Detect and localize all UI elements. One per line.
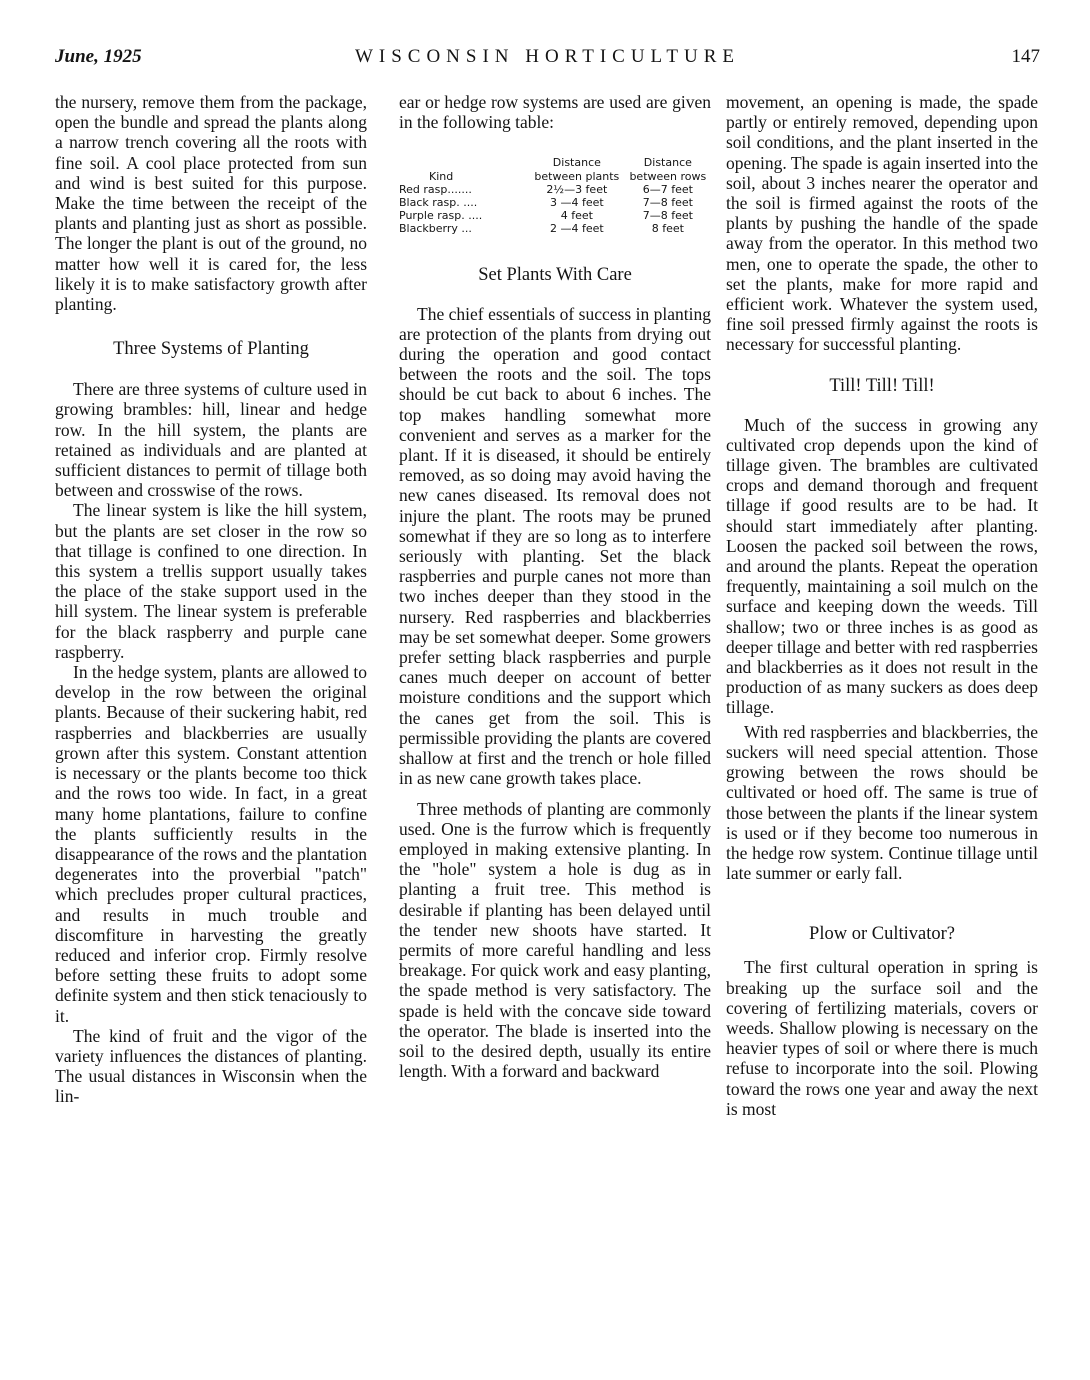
paragraph: movement, an opening is made, the spade partly or entirely removed, depending upon soil conditions, and the plant inserted in the opening. The spade is again inserted into the soil, about 3 inches nearer the operator and the soil is firmed against the roots of the plants by pushing the handle of the spade away from the operator. In this method two men, one to operate the spade, the other to set the plants, make for more rapid and efficient work. Whatever the system used, fine soil pressed firmly against the roots is necessary for successful planting.	[726, 92, 1038, 355]
paragraph: The chief essentials of success in planting are protection of the plants from drying out during the operation and good contact between the roots and the soil. The tops should be cut back to about 6 inches. The top makes handling somewhat more convenient and serves as a marker for the plant. If it is diseased, it should be entirely removed, as so doing may avoid having the new canes diseased. Its removal does not injure the plant. The roots may be pruned somewhat if they are so long as to interfere seriously with planting. Set the black raspberries and purple canes not more than two inches deeper than they stood in the nursery. Red raspberries and blackberries may be set somewhat deeper. Some growers prefer setting black raspberries and purple canes much deeper on account of better moisture conditions and the support which the canes get from the soil. This is permissible providing the plants are covered shallow at first and the trench or hole filled in as new cane growth takes place.	[399, 303, 711, 789]
cell-plants: 2 —4 feet	[550, 222, 604, 236]
column-1	[55, 92, 367, 1107]
paragraph: The kind of fruit and the vigor of the variety influences the distances of planting. The usual distances in Wisconsin when the lin-	[55, 1025, 367, 1107]
paragraph: Much of the success in growing any cultivated crop depends upon the kind of tillage given. The brambles are cultivated crops and demand thorough and frequent tillage if good results are to be had. It should start immediately after planting. Loosen the packed soil between the rows, and around the plants. Repeat the operation frequently, maintaining a soil mulch on the surface and keeping down the weeds. Till shallow; two or three inches is as good as deeper tillage and better with red raspberries and blackberries as it does not result in the production of as many suckers as does deep tillage.	[726, 414, 1038, 718]
cell-plants: 2½—3 feet	[546, 182, 608, 196]
table-header-row	[399, 156, 711, 182]
paragraph: The first cultural operation in spring is breaking up the surface soil and the covering of fertilizing materials, covers or weeds. Shallow plowing is necessary on the heavier types of soil or where there is much refuse to incorporate into the soil. Plowing toward the rows one year and away the next is most	[726, 957, 1038, 1119]
paragraph: The linear system is like the hill system, but the plants are set closer in the row so that tillage is confined to one direction. In this system a trellis support usually takes the place of the stake support used in the hill system. The linear system is preferable for the black raspberry and purple cane raspberry.	[55, 500, 367, 662]
column-2	[399, 92, 711, 1081]
section-heading-plow: Plow or Cultivator?	[809, 924, 955, 945]
planting-distance-table	[399, 156, 711, 235]
cell-kind: Blackberry ...	[399, 222, 472, 236]
cell-kind: Purple rasp. ....	[399, 209, 483, 223]
paragraph: With red raspberries and blackberries, the suckers will need special attention. Those growing between the rows should be cultivated or hoed off. The same is true of those between the plants if the linear system is used or if they become too numerous in the hedge row system. Continue tillage until late summer or early fall.	[726, 721, 1038, 884]
running-header	[55, 46, 1040, 74]
cell-rows: 7—8 feet	[642, 209, 693, 223]
header-kind: Kind	[429, 169, 454, 183]
cell-rows: 6—7 feet	[642, 182, 693, 196]
table-row	[399, 222, 711, 235]
table-row	[399, 196, 711, 209]
cell-rows: 7—8 feet	[642, 196, 693, 210]
column-3	[726, 92, 1038, 1119]
cell-rows: 8 feet	[651, 222, 684, 236]
journal-title: WISCONSIN HORTICULTURE	[354, 46, 741, 67]
page-number: 147	[1011, 46, 1040, 67]
section-heading-three-systems: Three Systems of Planting	[113, 339, 309, 360]
paragraph: In the hedge system, plants are allowed to develop in the row between the original plants. Because of their suckering habit, red raspberries and blackberries are usually grown after this system. Constant attention is necessary or the plants become too thick and the rows too wide. In fact, in a great many home plantations, failure to confine the plants sufficiently results in the disappearance of the rows and the plantation degenerates into the proverbial "patch" which precludes proper cultural practices, and results in much trouble and discomfiture in harvesting the greatly reduced and inferior crop. Firmly resolve before setting these fruits to adopt some definite system and then stick tenaciously to it.	[55, 662, 367, 1026]
cell-plants: 4 feet	[560, 209, 593, 223]
section-heading-set-plants: Set Plants With Care	[478, 264, 632, 285]
section-heading-till: Till! Till! Till!	[829, 375, 935, 396]
cell-kind: Black rasp. ....	[399, 196, 478, 210]
issue-date: June, 1925	[55, 46, 142, 67]
header-distance-plants: Distance between plants	[534, 156, 620, 183]
cell-kind: Red rasp.......	[399, 182, 472, 196]
table-row	[399, 209, 711, 222]
table-row	[399, 183, 711, 196]
paragraph: There are three systems of culture used in growing brambles: hill, linear and hedge row. In the hill system, the plants are retained as individuals and are planted at sufficient distances to permit of tillage both between and crosswise of the rows.	[55, 379, 367, 501]
paragraph: Three methods of planting are commonly used. One is the furrow which is frequently employed in making extensive planting. In the "hole" system a hole is dug as in planting a fruit tree. This method is desirable if planting has been delayed until the tender new shoots have started. It permits of more careful handling and less breakage. For quick work and easy planting, the spade method is very satisfactory. The spade is held with the concave side toward the operator. The blade is inserted into the soil to the desired depth, usually its entire length. With a forward and backward	[399, 798, 711, 1082]
paragraph: ear or hedge row systems are used are given in the following table:	[399, 92, 711, 133]
cell-plants: 3 —4 feet	[550, 196, 604, 210]
paragraph: the nursery, remove them from the package, open the bundle and spread the plants along a narrow trench covering all the roots with fine soil. A cool place protected from sun and wind is best suited for this purpose. Make the time between the receipt of the plants and planting just as short as possible. The longer the plant is out of the ground, no matter how well it is cared for, the less likely it is to make satisfactory growth after planting.	[55, 92, 367, 315]
header-distance-rows: Distance between rows	[629, 156, 707, 183]
